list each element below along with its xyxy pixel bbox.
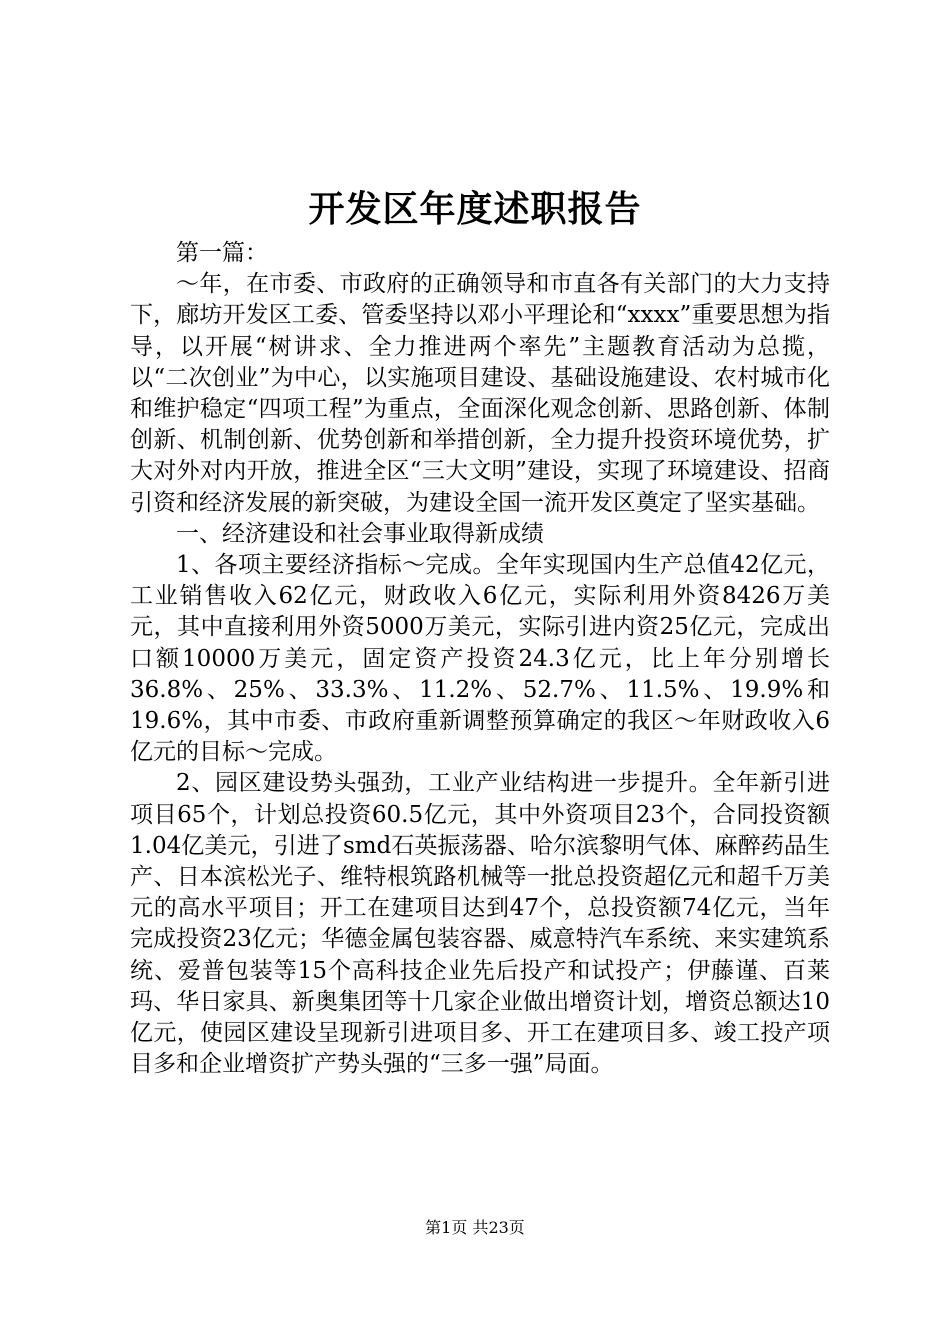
paragraph-item-two: 2、园区建设势头强劲，工业产业结构进一步提升。全年新引进项目65个，计划总投资60.5亿元，其中外资项目23个，合同投资额1.04亿美元，引进了smd石英振荡器、哈尔滨黎明气体、麻醉药品生产、日本滨松光子、维特根筑路机械等一批总投资超亿元和超千万美元的高水平项目；开工在建项目达到47个，总投资额74亿元，当年完成投资23亿元；华德金属包装容器、威意特汽车系统、来实建筑系统、爱普包装等15个高科技企业先后投产和试投产；伊藤谨、百莱玛、华日家具、新奥集团等十几家企业做出增资计划，增资总额达10亿元，使园区建设呈现新引进项目多、开工在建项目多、竣工投产项目多和企业增资扩产势头强的“三多一强”局面。: [130, 770, 830, 1078]
paragraph-intro: ～年，在市委、市政府的正确领导和市直各有关部门的大力支持下，廊坊开发区工委、管委坚持以邓小平理论和“xxxx”重要思想为指导，以开展“树讲求、全力推进两个率先”主题教育活动为总揽，以“二次创业”为中心，以实施项目建设、基础设施建设、农村城市化和维护稳定“四项工程”为重点，全面深化观念创新、思路创新、体制创新、机制创新、优势创新和举措创新，全力提升投资环境优势，扩大对外对内开放，推进全区“三大文明”建设，实现了环境建设、招商引资和经济发展的新突破，为建设全国一流开发区奠定了坚实基础。: [130, 271, 830, 516]
paragraph-section-label: 第一篇：: [176, 240, 268, 266]
paragraph-item-one: 1、各项主要经济指标～完成。全年实现国内生产总值42亿元，工业销售收入62亿元，财政收入6亿元，实际利用外资8426万美元，其中直接利用外资5000万美元，实际引进内资25亿元，完成出口额10000万美元，固定资产投资24.3亿元，比上年分别增长36.8%、25%、33.3%、11.2%、52.7%、11.5%、19.9%和19.6%，其中市委、市政府重新调整预算确定的我区～年财政收入6亿元的目标～完成。: [130, 552, 830, 766]
document-body: [130, 238, 830, 1080]
document-title: 开发区年度述职报告: [308, 188, 642, 230]
page-footer: 第1页 共23页: [425, 1218, 525, 1237]
paragraph-heading-one: 一、经济建设和社会事业取得新成绩: [176, 520, 544, 547]
